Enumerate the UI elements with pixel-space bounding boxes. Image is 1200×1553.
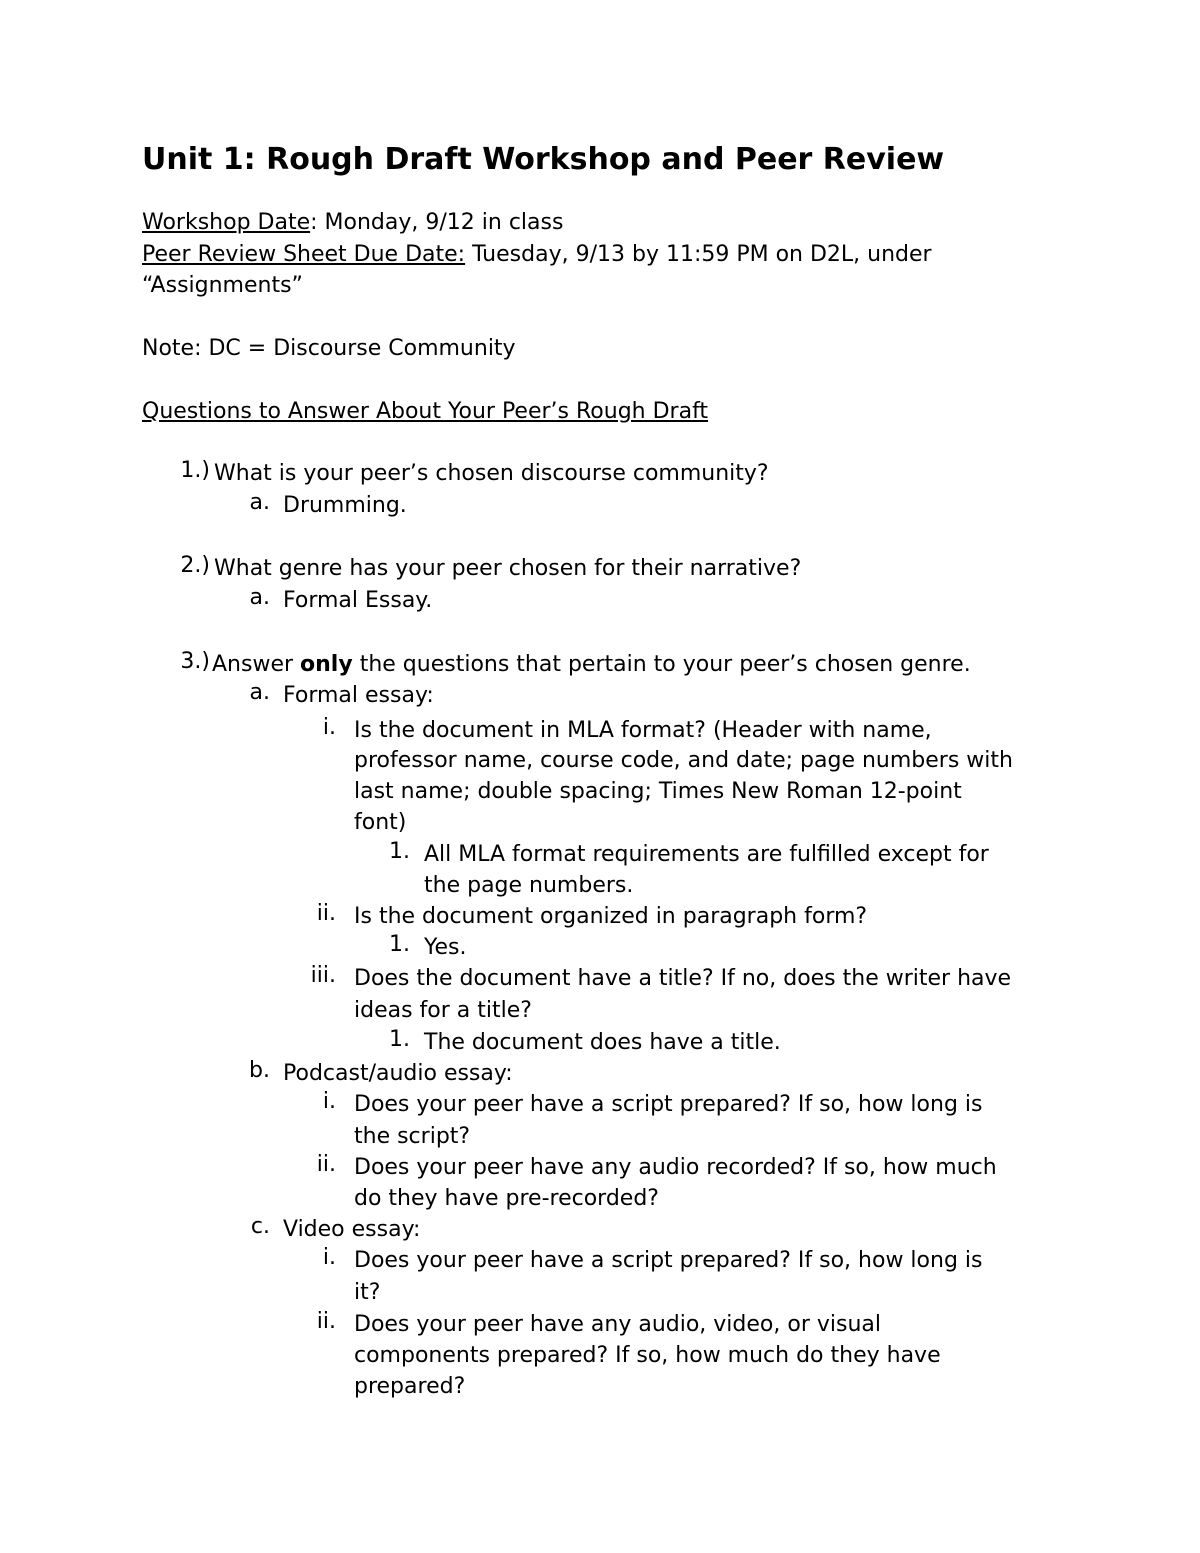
answer-3a-iii-line-1: The document does have a title. bbox=[424, 1030, 781, 1055]
item-3b-ii-line-1: Does your peer have any audio recorded? If so, how much bbox=[354, 1155, 997, 1180]
item-3a-i-line-2: professor name, course code, and date; page numbers with bbox=[354, 748, 1013, 773]
item-3a-i-line-3: last name; double spacing; Times New Roman 12-point bbox=[354, 779, 962, 804]
peer-review-due-value: Tuesday, 9/13 by 11:59 PM on D2L, under bbox=[465, 242, 932, 267]
item-3b-i-line-2: the script? bbox=[354, 1124, 471, 1149]
item-3c-i-line-1: Does your peer have a script prepared? If so, how long is bbox=[354, 1248, 983, 1273]
subitem-3a-label: Formal essay: bbox=[283, 683, 434, 708]
item-3c-i-line-2: it? bbox=[354, 1280, 381, 1305]
questions-heading: Questions to Answer About Your Peer’s Rough Draft bbox=[142, 399, 709, 424]
item-3c-ii-marker: ii. bbox=[316, 1309, 336, 1334]
subitem-3b-marker-box bbox=[200, 1058, 270, 1089]
answer-3a-ii-marker: 1. bbox=[389, 932, 410, 957]
question-3-text-after: the questions that pertain to your peer’s chosen genre. bbox=[352, 652, 971, 677]
question-3-text-before: Answer bbox=[212, 652, 301, 677]
item-3c-ii-line-2: components prepared? If so, how much do they have bbox=[354, 1343, 941, 1368]
item-3b-i-marker-box bbox=[260, 1089, 336, 1120]
item-3c-ii-line-1: Does your peer have any audio, video, or visual bbox=[354, 1312, 881, 1337]
subitem-3a-marker: a. bbox=[249, 680, 270, 705]
answer-3a-ii-marker-box bbox=[360, 932, 410, 963]
item-3a-iii-marker: iii. bbox=[310, 963, 336, 988]
item-3a-ii-line-1: Is the document organized in paragraph form? bbox=[354, 904, 868, 929]
question-3-text bbox=[212, 649, 971, 680]
answer-3a-ii-line-1: Yes. bbox=[424, 935, 467, 960]
subitem-3c-marker-box bbox=[200, 1214, 270, 1245]
question-1-marker-box bbox=[142, 458, 210, 489]
answer-2a-text: Formal Essay. bbox=[283, 588, 433, 613]
item-3a-iii-line-2: ideas for a title? bbox=[354, 998, 532, 1023]
item-3b-ii-line-2: do they have pre-recorded? bbox=[354, 1186, 659, 1211]
question-1-marker: 1.) bbox=[180, 458, 210, 483]
item-3b-ii-marker-box bbox=[260, 1152, 336, 1183]
item-3a-i-line-4: font) bbox=[354, 810, 407, 835]
answer-3a-i-marker: 1. bbox=[389, 839, 410, 864]
question-3-text-bold: only bbox=[300, 652, 353, 677]
question-3-marker: 3.) bbox=[180, 649, 210, 674]
answer-3a-i-line-1: All MLA format requirements are fulfilled except for bbox=[424, 842, 989, 867]
answer-1a-marker: a. bbox=[249, 490, 270, 515]
peer-review-due-value-cont: “Assignments” bbox=[142, 273, 303, 298]
workshop-date-line bbox=[142, 207, 563, 238]
answer-3a-iii-marker: 1. bbox=[389, 1027, 410, 1052]
item-3c-ii-marker-box bbox=[260, 1309, 336, 1340]
item-3a-iii-marker-box bbox=[260, 963, 336, 994]
answer-3a-i-line-2: the page numbers. bbox=[424, 873, 634, 898]
answer-2a-marker-box bbox=[200, 585, 270, 616]
answer-2a-marker: a. bbox=[249, 585, 270, 610]
item-3b-i-line-1: Does your peer have a script prepared? If so, how long is bbox=[354, 1092, 983, 1117]
peer-review-due-line bbox=[142, 239, 932, 270]
answer-3a-i-marker-box bbox=[360, 839, 410, 870]
item-3a-i-marker-box bbox=[260, 715, 336, 746]
question-2-text: What genre has your peer chosen for their narrative? bbox=[214, 556, 802, 581]
page-title: Unit 1: Rough Draft Workshop and Peer Review bbox=[142, 142, 945, 177]
answer-3a-iii-marker-box bbox=[360, 1027, 410, 1058]
item-3a-iii-line-1: Does the document have a title? If no, does the writer have bbox=[354, 966, 1012, 991]
question-3-marker-box bbox=[142, 649, 210, 680]
subitem-3a-marker-box bbox=[200, 680, 270, 711]
note-line: Note: DC = Discourse Community bbox=[142, 336, 516, 361]
item-3a-ii-marker: ii. bbox=[316, 901, 336, 926]
workshop-date-label: Workshop Date bbox=[142, 210, 311, 235]
item-3a-i-line-1: Is the document in MLA format? (Header with name, bbox=[354, 718, 932, 743]
item-3a-ii-marker-box bbox=[260, 901, 336, 932]
item-3c-i-marker-box bbox=[260, 1245, 336, 1276]
subitem-3c-marker: c. bbox=[250, 1214, 270, 1239]
workshop-date-colon: : bbox=[310, 210, 318, 235]
subitem-3b-marker: b. bbox=[249, 1058, 270, 1083]
item-3b-ii-marker: ii. bbox=[316, 1152, 336, 1177]
subitem-3c-label: Video essay: bbox=[283, 1217, 421, 1242]
answer-1a-text: Drumming. bbox=[283, 493, 407, 518]
workshop-date-value: Monday, 9/12 in class bbox=[317, 210, 564, 235]
peer-review-due-label: Peer Review Sheet Due Date: bbox=[142, 242, 466, 267]
question-2-marker-box bbox=[142, 553, 210, 584]
subitem-3b-label: Podcast/audio essay: bbox=[283, 1061, 513, 1086]
question-2-marker: 2.) bbox=[180, 553, 210, 578]
item-3a-i-marker: i. bbox=[322, 715, 336, 740]
answer-1a-marker-box bbox=[200, 490, 270, 521]
question-1-text: What is your peer’s chosen discourse community? bbox=[214, 461, 769, 486]
item-3c-i-marker: i. bbox=[322, 1245, 336, 1270]
item-3b-i-marker: i. bbox=[322, 1089, 336, 1114]
item-3c-ii-line-3: prepared? bbox=[354, 1374, 466, 1399]
